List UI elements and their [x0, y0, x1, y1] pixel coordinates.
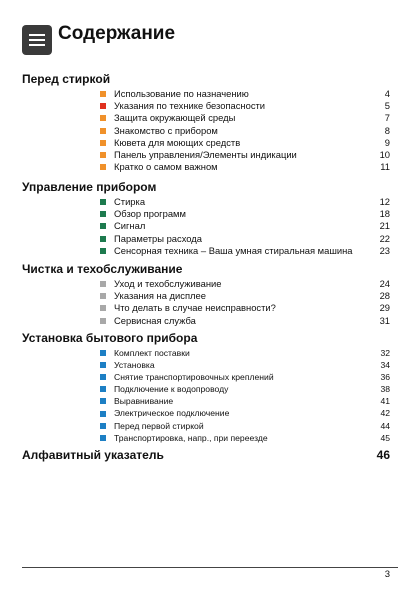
menu-icon — [22, 25, 52, 55]
toc-item-label: Защита окружающей среды — [114, 112, 236, 124]
bullet-square-icon — [100, 350, 106, 356]
toc-item-label: Установка — [114, 360, 155, 371]
toc-item-label: Обзор программ — [114, 208, 186, 220]
bullet-square-icon — [100, 128, 106, 134]
toc-item-page: 36 — [380, 372, 390, 383]
bullet-square-icon — [100, 140, 106, 146]
bullet-square-icon — [100, 223, 106, 229]
toc-item-page: 29 — [379, 302, 390, 314]
toc-item-page: 31 — [379, 314, 390, 326]
toc-item-page: 11 — [380, 161, 390, 173]
toc-item[interactable] — [100, 88, 390, 100]
toc-item-label: Сигнал — [114, 220, 146, 232]
toc-item[interactable] — [100, 196, 390, 208]
toc-item[interactable] — [100, 347, 390, 359]
toc-item-page: 8 — [384, 124, 390, 136]
toc-item-label: Комплект поставки — [114, 348, 190, 358]
toc-item[interactable] — [100, 302, 390, 314]
toc-item-label: Стирка — [114, 196, 146, 207]
bullet-square-icon — [100, 386, 106, 392]
toc-item-page: 18 — [379, 208, 390, 220]
bullet-square-icon — [100, 293, 106, 299]
toc-item[interactable] — [100, 220, 390, 232]
bullet-square-icon — [100, 435, 106, 441]
toc-item[interactable] — [100, 245, 390, 257]
toc-item[interactable] — [100, 315, 390, 327]
bullet-square-icon — [100, 103, 106, 109]
toc-item-label: Параметры расхода — [114, 232, 202, 244]
section-operation — [22, 180, 390, 257]
bullet-square-icon — [100, 374, 106, 380]
bullet-square-icon — [100, 423, 106, 429]
bullet-square-icon — [100, 236, 106, 242]
footer-page-number: 3 — [384, 569, 390, 580]
toc-item-page: 41 — [380, 396, 390, 407]
toc-item-page: 24 — [379, 278, 390, 289]
bullet-square-icon — [100, 318, 106, 324]
toc-item-page: 23 — [379, 244, 390, 256]
section-before-washing — [22, 72, 390, 173]
toc-item-label: Панель управления/Элементы индикации — [114, 148, 297, 160]
bullet-square-icon — [100, 199, 106, 205]
index-label: Алфавитный указатель — [22, 448, 164, 462]
toc-item-label: Сенсорная техника – Ваша умная стиральная машина — [114, 244, 353, 256]
toc-item-page: 34 — [380, 360, 390, 371]
toc-item-page: 22 — [379, 232, 390, 244]
header — [22, 22, 175, 56]
toc-item-label: Кратко о самом важном — [114, 161, 218, 173]
toc-item-label: Что делать в случае неисправности? — [114, 302, 276, 314]
toc-item-label: Знакомство с прибором — [114, 124, 218, 136]
bullet-square-icon — [100, 398, 106, 404]
section-title: Чистка и техобслуживание — [22, 262, 183, 276]
toc-item[interactable] — [100, 407, 390, 419]
bullet-square-icon — [100, 91, 106, 97]
toc-item-page: 42 — [380, 408, 390, 419]
index-page: 46 — [376, 448, 390, 462]
bullet-square-icon — [100, 248, 106, 254]
toc-item[interactable] — [100, 161, 390, 173]
section-title: Управление прибором — [22, 180, 157, 194]
toc-item-page: 45 — [380, 432, 390, 443]
bullet-square-icon — [100, 211, 106, 217]
toc-item-page: 38 — [380, 384, 390, 395]
toc-item-label: Уход и техобслуживание — [114, 278, 222, 289]
footer-divider — [22, 567, 398, 568]
toc-item-label: Транспортировка, напр., при переезде — [114, 432, 268, 443]
toc-item[interactable] — [100, 383, 390, 395]
toc-item-label: Указания по технике безопасности — [114, 100, 266, 112]
toc-item[interactable] — [100, 137, 390, 149]
toc-item-label: Перед первой стиркой — [114, 420, 204, 431]
toc-item-page: 32 — [380, 348, 390, 358]
toc-item-page: 12 — [379, 196, 390, 207]
toc-item-page: 5 — [384, 100, 390, 112]
toc-item-page: 9 — [384, 136, 390, 148]
toc-item[interactable] — [100, 278, 390, 290]
page-title: Содержание — [58, 23, 176, 44]
toc-item-label: Указания на дисплее — [114, 290, 206, 302]
toc-item[interactable] — [100, 125, 390, 137]
toc-item[interactable] — [100, 290, 390, 302]
toc-item[interactable] — [100, 233, 390, 245]
bullet-square-icon — [100, 411, 106, 417]
bullet-square-icon — [100, 281, 106, 287]
toc-item-label: Использование по назначению — [114, 88, 249, 99]
toc-item[interactable] — [100, 371, 390, 383]
section-installation — [22, 331, 390, 444]
toc-item-page: 21 — [379, 220, 390, 232]
toc-item-page: 4 — [384, 88, 390, 99]
toc-item-page: 44 — [380, 420, 390, 431]
toc-item[interactable] — [100, 395, 390, 407]
toc-item[interactable] — [100, 208, 390, 220]
toc-item-label: Кювета для моющих средств — [114, 136, 241, 148]
bullet-square-icon — [100, 152, 106, 158]
toc-item-page: 7 — [384, 112, 390, 124]
toc-item-index[interactable] — [22, 448, 390, 462]
toc-item-label: Электрическое подключение — [114, 408, 230, 419]
toc-item[interactable] — [100, 100, 390, 112]
bullet-square-icon — [100, 305, 106, 311]
bullet-square-icon — [100, 164, 106, 170]
toc-item-label: Сервисная служба — [114, 314, 196, 326]
section-title: Перед стиркой — [22, 72, 111, 86]
toc-item[interactable] — [100, 149, 390, 161]
section-title: Установка бытового прибора — [22, 331, 198, 345]
toc-item-page: 28 — [379, 290, 390, 302]
toc-item[interactable] — [100, 112, 390, 124]
section-cleaning — [22, 262, 390, 327]
toc-item-label: Выравнивание — [114, 396, 174, 407]
toc-item[interactable] — [100, 359, 390, 371]
toc-item-label: Снятие транспортировочных креплений — [114, 372, 274, 383]
bullet-square-icon — [100, 362, 106, 368]
toc-item[interactable] — [100, 432, 390, 444]
toc-item[interactable] — [100, 420, 390, 432]
toc-item-label: Подключение к водопроводу — [114, 384, 229, 395]
bullet-square-icon — [100, 115, 106, 121]
toc-item-page: 10 — [379, 148, 390, 160]
